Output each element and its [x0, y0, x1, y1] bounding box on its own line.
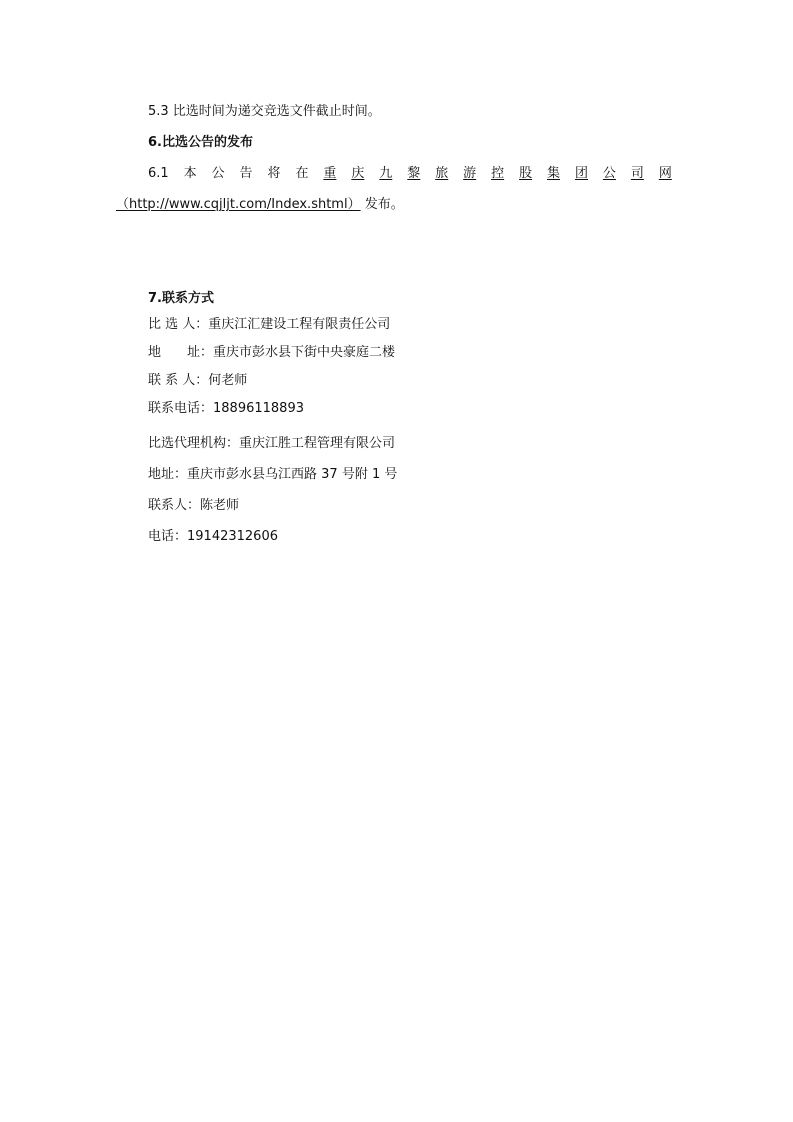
agency-address-row [148, 466, 397, 484]
phone-value: 18896118893 [213, 401, 304, 416]
link-char[interactable]: 股 [519, 166, 533, 181]
address-label: 地 址： [148, 345, 214, 360]
item-6-1-char: 将 [267, 166, 281, 181]
link-char[interactable]: 游 [463, 166, 477, 181]
link-char[interactable]: 九 [379, 166, 393, 181]
item-6-1-line [148, 165, 672, 183]
agency-phone-row [148, 528, 278, 546]
link-char[interactable]: 重 [323, 166, 337, 181]
link-char[interactable]: 庆 [351, 166, 365, 181]
section-7-heading: 7.联系方式 [148, 291, 214, 306]
item-6-1-number: 6.1 [148, 166, 169, 181]
item-6-1-char: 本 [183, 166, 197, 181]
item-6-1-char: 公 [211, 166, 225, 181]
phone-row [148, 400, 304, 418]
agency-label: 比选代理机构： [148, 436, 240, 451]
item-6-1-char: 在 [295, 166, 309, 181]
selector-label: 比 选 人： [148, 317, 209, 332]
contact-value: 何老师 [208, 373, 248, 388]
item-6-1-continuation [116, 196, 404, 214]
agency-contact-label: 联系人： [148, 498, 201, 513]
contact-row [148, 372, 247, 390]
link-char[interactable]: 团 [574, 166, 588, 181]
address-value: 重庆市彭水县下街中央豪庭二楼 [213, 345, 396, 360]
link-char[interactable]: 集 [547, 166, 561, 181]
link-char[interactable]: 控 [491, 166, 505, 181]
agency-phone-value: 19142312606 [187, 529, 278, 544]
selector-row [148, 316, 390, 334]
link-char[interactable]: 网 [658, 166, 672, 181]
agency-value: 重庆江胜工程管理有限公司 [239, 436, 396, 451]
item-6-1-suffix: 发布。 [364, 197, 404, 212]
agency-contact-value: 陈老师 [200, 498, 240, 513]
phone-label: 联系电话： [148, 401, 214, 416]
address-row [148, 344, 395, 362]
item-6-1-char: 告 [239, 166, 253, 181]
agency-address-label: 地址： [148, 467, 188, 482]
agency-phone-label: 电话： [148, 529, 188, 544]
contact-label: 联 系 人： [148, 373, 209, 388]
section-6-heading: 6.比选公告的发布 [148, 135, 253, 150]
link-char[interactable]: 黎 [407, 166, 421, 181]
link-char[interactable]: 公 [602, 166, 616, 181]
item-5-3: 5.3 比选时间为递交竞选文件截止时间。 [148, 104, 381, 119]
selector-value: 重庆江汇建设工程有限责任公司 [208, 317, 391, 332]
website-url-link[interactable]: （http://www.cqjljt.com/Index.shtml） [116, 197, 361, 212]
agency-contact-row [148, 497, 239, 515]
link-char[interactable]: 旅 [435, 166, 449, 181]
link-char[interactable]: 司 [630, 166, 644, 181]
agency-address-value: 重庆市彭水县乌江西路 37 号附 1 号 [187, 467, 398, 482]
agency-row [148, 435, 395, 453]
